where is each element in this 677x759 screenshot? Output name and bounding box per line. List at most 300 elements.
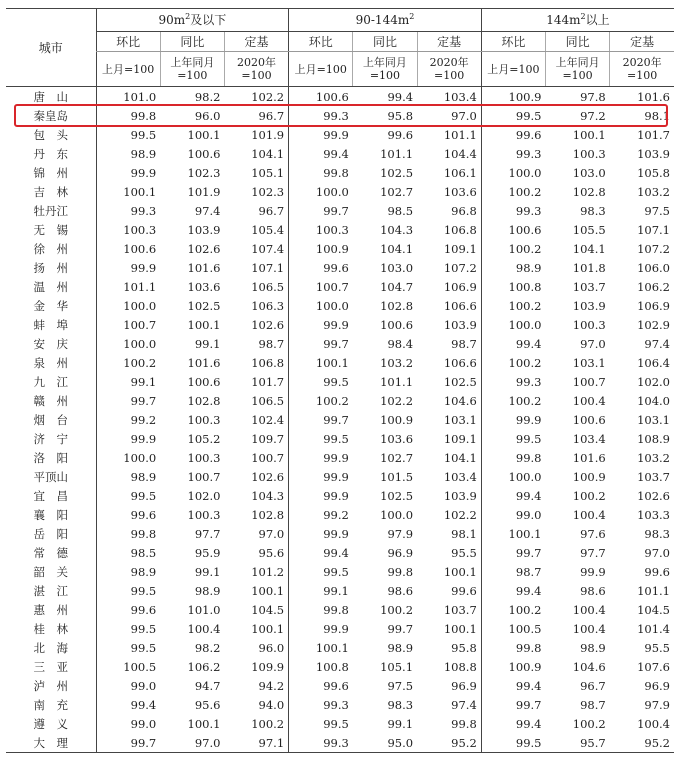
value-cell: 100.0 (96, 334, 160, 353)
value-cell: 100.7 (572, 374, 606, 389)
value-cell: 99.4 (481, 486, 545, 505)
value-cell: 107.1 (637, 222, 670, 237)
city-column-header: 城市 (6, 9, 96, 87)
value-cell: 99.1 (387, 716, 414, 731)
value-cell: 99.6 (481, 125, 545, 144)
value-cell: 103.9 (572, 298, 606, 313)
value-cell: 101.0 (187, 602, 221, 617)
table-row (6, 695, 674, 714)
value-cell: 102.5 (187, 298, 221, 313)
value-cell: 95.7 (545, 733, 609, 753)
value-cell: 103.6 (380, 431, 414, 446)
value-cell: 100.5 (481, 619, 545, 638)
table-row (6, 239, 674, 258)
value-cell: 99.0 (96, 676, 160, 695)
value-cell: 102.8 (380, 298, 414, 313)
value-cell: 99.3 (481, 372, 545, 391)
base-line-2: =100 (369, 69, 401, 82)
city-cell: 大 理 (6, 733, 96, 753)
value-cell: 105.8 (637, 165, 670, 180)
value-cell: 100.6 (187, 374, 221, 389)
value-cell: 102.3 (251, 184, 285, 199)
sub-header-base (610, 52, 674, 87)
value-cell: 99.5 (289, 714, 353, 733)
value-cell: 103.4 (443, 89, 477, 104)
value-cell: 100.8 (289, 657, 353, 676)
value-cell: 105.1 (251, 165, 285, 180)
value-cell: 100.3 (572, 317, 606, 332)
value-cell: 100.3 (187, 507, 221, 522)
value-cell: 98.5 (96, 543, 160, 562)
city-cell: 吉 林 (33, 184, 69, 199)
value-cell: 102.8 (572, 184, 606, 199)
table-row (6, 315, 674, 334)
value-cell: 98.9 (194, 583, 221, 598)
value-cell: 99.3 (289, 106, 353, 125)
value-cell: 100.0 (96, 296, 160, 315)
value-cell: 100.2 (572, 716, 606, 731)
value-cell: 103.2 (380, 355, 414, 370)
value-cell: 96.0 (258, 640, 285, 655)
city-cell: 唐 山 (33, 89, 69, 104)
table-row (6, 448, 674, 467)
value-cell: 102.9 (637, 317, 670, 332)
value-cell: 99.8 (289, 600, 353, 619)
value-cell: 100.4 (572, 621, 606, 636)
value-cell: 97.1 (224, 733, 288, 753)
value-cell: 95.8 (387, 108, 414, 123)
value-cell: 107.2 (443, 260, 477, 275)
value-cell: 101.4 (637, 621, 670, 636)
value-cell: 97.8 (580, 89, 606, 104)
value-cell: 98.5 (387, 203, 414, 218)
value-cell: 99.8 (481, 638, 545, 657)
table-row (6, 714, 674, 733)
base-line-1: 上年同月 (362, 56, 407, 69)
table-row (6, 486, 674, 505)
value-cell: 100.9 (481, 87, 545, 107)
value-cell: 100.3 (187, 412, 221, 427)
value-cell: 106.9 (637, 298, 670, 313)
city-cell: 九 江 (33, 374, 69, 389)
value-cell: 104.7 (380, 279, 414, 294)
value-cell: 100.9 (380, 412, 414, 427)
city-cell: 温 州 (33, 279, 69, 294)
value-cell: 99.9 (96, 258, 160, 277)
value-cell: 99.9 (580, 564, 606, 579)
value-cell: 99.4 (289, 144, 353, 163)
group-area-label: 144m (546, 13, 581, 27)
value-cell: 99.9 (96, 163, 160, 182)
value-cell: 96.0 (194, 108, 221, 123)
value-cell: 100.6 (481, 220, 545, 239)
city-cell: 济 宁 (33, 431, 69, 446)
table-row (6, 125, 674, 144)
value-cell: 97.7 (194, 526, 221, 541)
value-cell: 104.6 (572, 659, 606, 674)
city-cell: 蚌 埠 (33, 317, 69, 332)
value-cell: 101.8 (572, 260, 606, 275)
value-cell: 102.5 (380, 488, 414, 503)
value-cell: 99.7 (481, 695, 545, 714)
value-cell: 98.7 (481, 562, 545, 581)
value-cell: 100.6 (96, 239, 160, 258)
value-cell: 106.5 (251, 279, 285, 294)
value-cell: 106.3 (251, 298, 285, 313)
value-cell: 107.1 (251, 260, 285, 275)
value-cell: 106.9 (443, 279, 477, 294)
city-cell: 平顶山 (33, 469, 69, 484)
value-cell: 99.4 (481, 676, 545, 695)
value-cell: 98.3 (387, 697, 414, 712)
value-cell: 100.7 (251, 450, 285, 465)
group-area-label: 90-144m (355, 13, 410, 27)
city-cell: 徐 州 (33, 241, 69, 256)
value-cell: 97.0 (644, 545, 670, 560)
value-cell: 98.9 (96, 562, 160, 581)
city-cell: 锦 州 (33, 165, 69, 180)
value-cell: 100.4 (637, 716, 670, 731)
value-cell: 99.5 (96, 125, 160, 144)
value-cell: 95.6 (194, 697, 221, 712)
table-row (6, 353, 674, 372)
value-cell: 100.9 (572, 469, 606, 484)
sub-header-base (224, 52, 288, 87)
value-cell: 100.2 (251, 716, 285, 731)
city-cell: 韶 关 (33, 564, 69, 579)
value-cell: 97.4 (451, 697, 477, 712)
table-header (6, 9, 674, 87)
value-cell: 100.0 (380, 507, 414, 522)
value-cell: 106.2 (187, 659, 221, 674)
value-cell: 99.5 (481, 106, 545, 125)
table-row (6, 524, 674, 543)
table-row (6, 600, 674, 619)
base-line-1: 2020年 (429, 56, 469, 69)
city-cell: 惠 州 (33, 602, 69, 617)
value-cell: 100.7 (187, 469, 221, 484)
sub-header-name: 定基 (224, 32, 288, 52)
sub-header-base (96, 52, 160, 87)
value-cell: 100.0 (481, 467, 545, 486)
value-cell: 98.7 (580, 697, 606, 712)
value-cell: 99.6 (644, 564, 670, 579)
sub-header-name: 同比 (353, 32, 417, 52)
value-cell: 106.8 (251, 355, 285, 370)
value-cell: 97.6 (580, 526, 606, 541)
city-cell: 桂 林 (33, 621, 69, 636)
value-cell: 100.2 (481, 296, 545, 315)
value-cell: 95.5 (451, 545, 477, 560)
value-cell: 101.9 (251, 127, 285, 142)
price-index-table (6, 8, 674, 753)
value-cell: 99.7 (289, 410, 353, 429)
value-cell: 103.6 (443, 184, 477, 199)
value-cell: 103.9 (443, 488, 477, 503)
value-cell: 99.6 (96, 505, 160, 524)
group-header-over-144 (481, 9, 674, 32)
value-cell: 99.5 (96, 581, 160, 600)
value-cell: 100.1 (187, 127, 221, 142)
value-cell: 97.5 (644, 203, 670, 218)
value-cell: 99.3 (96, 201, 160, 220)
value-cell: 102.6 (251, 317, 285, 332)
value-cell: 100.6 (187, 146, 221, 161)
value-cell: 97.0 (580, 336, 606, 351)
sub-header-base (289, 52, 353, 87)
value-cell: 99.9 (289, 524, 353, 543)
group-header-under-90 (96, 9, 289, 32)
sub-header-base (481, 52, 545, 87)
value-cell: 99.9 (96, 429, 160, 448)
value-cell: 100.3 (96, 220, 160, 239)
value-cell: 95.6 (258, 545, 285, 560)
value-cell: 98.7 (258, 336, 285, 351)
value-cell: 102.6 (637, 488, 670, 503)
value-cell: 99.7 (387, 621, 414, 636)
table-row (6, 87, 674, 107)
value-cell: 99.6 (387, 127, 414, 142)
group-area-superscript: 2 (409, 12, 415, 21)
value-cell: 100.2 (289, 391, 353, 410)
value-cell: 100.8 (481, 277, 545, 296)
value-cell: 100.5 (96, 657, 160, 676)
value-cell: 98.6 (387, 583, 414, 598)
value-cell: 100.2 (481, 600, 545, 619)
table-row (6, 562, 674, 581)
value-cell: 100.3 (572, 146, 606, 161)
value-cell: 95.8 (451, 640, 477, 655)
group-area-superscript: 2 (185, 12, 191, 21)
value-cell: 100.0 (96, 448, 160, 467)
city-cell: 南 充 (33, 697, 69, 712)
value-cell: 95.9 (194, 545, 221, 560)
value-cell: 104.5 (251, 602, 285, 617)
table-row (6, 277, 674, 296)
value-cell: 101.2 (251, 564, 285, 579)
value-cell: 99.4 (481, 334, 545, 353)
value-cell: 97.9 (387, 526, 414, 541)
table-row (6, 296, 674, 315)
value-cell: 98.2 (194, 89, 221, 104)
value-cell: 102.7 (380, 450, 414, 465)
value-cell: 99.7 (96, 391, 160, 410)
table-row (6, 391, 674, 410)
value-cell: 100.0 (481, 163, 545, 182)
value-cell: 99.5 (481, 429, 545, 448)
value-cell: 100.6 (380, 317, 414, 332)
value-cell: 96.9 (387, 545, 414, 560)
table-row (6, 467, 674, 486)
value-cell: 101.1 (637, 583, 670, 598)
table-row (6, 429, 674, 448)
value-cell: 99.5 (481, 733, 545, 753)
base-line-2: =100 (562, 69, 593, 82)
value-cell: 98.4 (387, 336, 414, 351)
value-cell: 99.4 (481, 714, 545, 733)
city-cell: 襄 阳 (33, 507, 69, 522)
value-cell: 98.9 (580, 640, 606, 655)
value-cell: 95.0 (353, 733, 417, 753)
value-cell: 104.3 (251, 488, 285, 503)
value-cell: 101.5 (380, 469, 414, 484)
sub-header-name: 定基 (610, 32, 674, 52)
value-cell: 100.1 (481, 524, 545, 543)
value-cell: 100.2 (481, 182, 545, 201)
price-index-table-container (6, 8, 674, 753)
value-cell: 99.8 (96, 106, 160, 125)
value-cell: 99.9 (289, 467, 353, 486)
value-cell: 99.5 (96, 486, 160, 505)
table-row (6, 619, 674, 638)
city-cell: 北 海 (33, 640, 69, 655)
value-cell: 98.6 (580, 583, 606, 598)
value-cell: 94.2 (258, 678, 285, 693)
city-cell: 扬 州 (33, 260, 69, 275)
value-cell: 109.9 (251, 659, 285, 674)
group-area-suffix: 及以下 (190, 13, 227, 27)
value-cell: 100.1 (289, 353, 353, 372)
sub-header-name: 同比 (545, 32, 609, 52)
value-cell: 100.6 (289, 87, 353, 107)
value-cell: 103.4 (443, 469, 477, 484)
value-cell: 100.1 (572, 127, 606, 142)
value-cell: 99.0 (481, 505, 545, 524)
value-cell: 99.7 (289, 201, 353, 220)
value-cell: 100.4 (187, 621, 221, 636)
sub-header-name: 环比 (96, 32, 160, 52)
value-cell: 97.7 (580, 545, 606, 560)
value-cell: 97.5 (387, 678, 414, 693)
value-cell: 102.6 (187, 241, 221, 256)
value-cell: 101.6 (187, 260, 221, 275)
value-cell: 99.4 (96, 695, 160, 714)
value-cell: 99.9 (289, 315, 353, 334)
value-cell: 98.3 (580, 203, 606, 218)
value-cell: 99.9 (289, 619, 353, 638)
table-row (6, 201, 674, 220)
value-cell: 103.0 (572, 165, 606, 180)
value-cell: 100.4 (572, 393, 606, 408)
value-cell: 98.9 (387, 640, 414, 655)
value-cell: 106.6 (443, 298, 477, 313)
value-cell: 100.2 (481, 391, 545, 410)
value-cell: 101.0 (96, 87, 160, 107)
value-cell: 102.5 (443, 374, 477, 389)
value-cell: 99.5 (289, 562, 353, 581)
value-cell: 101.1 (96, 277, 160, 296)
sub-header-base (545, 52, 609, 87)
value-cell: 102.8 (251, 507, 285, 522)
city-cell: 金 华 (33, 298, 69, 313)
value-cell: 99.8 (289, 163, 353, 182)
table-row (6, 505, 674, 524)
value-cell: 99.0 (96, 714, 160, 733)
value-cell: 102.2 (443, 507, 477, 522)
value-cell: 100.2 (572, 488, 606, 503)
value-cell: 99.8 (481, 448, 545, 467)
value-cell: 105.1 (380, 659, 414, 674)
group-header-90-144 (289, 9, 482, 32)
value-cell: 98.1 (644, 108, 670, 123)
base-line-1: 上月=100 (102, 62, 155, 76)
value-cell: 99.9 (289, 486, 353, 505)
value-cell: 105.2 (187, 431, 221, 446)
value-cell: 100.6 (572, 412, 606, 427)
sub-header-base (353, 52, 417, 87)
base-line-1: 2020年 (622, 56, 662, 69)
value-cell: 96.7 (258, 108, 285, 123)
sub-header-name: 环比 (481, 32, 545, 52)
value-cell: 99.9 (289, 448, 353, 467)
value-cell: 98.9 (96, 144, 160, 163)
value-cell: 102.0 (187, 488, 221, 503)
value-cell: 101.1 (380, 374, 414, 389)
city-cell: 牡丹江 (33, 203, 69, 218)
value-cell: 107.6 (637, 659, 670, 674)
value-cell: 103.1 (637, 412, 670, 427)
value-cell: 100.1 (289, 638, 353, 657)
city-cell: 安 庆 (33, 336, 69, 351)
value-cell: 99.5 (96, 619, 160, 638)
base-line-1: 2020年 (237, 56, 277, 69)
sub-header-name: 同比 (160, 32, 224, 52)
table-row (6, 258, 674, 277)
city-cell: 湛 江 (33, 583, 69, 598)
value-cell: 108.8 (443, 659, 477, 674)
value-cell: 100.1 (443, 564, 477, 579)
value-cell: 100.0 (289, 296, 353, 315)
value-cell: 102.0 (637, 374, 670, 389)
value-cell: 99.4 (481, 581, 545, 600)
value-cell: 99.1 (289, 581, 353, 600)
value-cell: 100.1 (187, 317, 221, 332)
value-cell: 104.1 (572, 241, 606, 256)
value-cell: 96.9 (451, 678, 477, 693)
table-row (6, 543, 674, 562)
value-cell: 103.9 (187, 222, 221, 237)
value-cell: 99.5 (289, 429, 353, 448)
value-cell: 98.1 (451, 526, 477, 541)
value-cell: 105.5 (572, 222, 606, 237)
value-cell: 99.3 (289, 733, 353, 753)
table-row (6, 144, 674, 163)
base-line-1: 上月=100 (294, 62, 347, 76)
base-line-2: =100 (434, 69, 465, 82)
value-cell: 99.7 (481, 543, 545, 562)
value-cell: 97.0 (451, 108, 477, 123)
table-row (6, 676, 674, 695)
value-cell: 97.0 (258, 526, 285, 541)
value-cell: 99.3 (481, 144, 545, 163)
value-cell: 103.1 (443, 412, 477, 427)
value-cell: 101.6 (187, 355, 221, 370)
value-cell: 103.0 (380, 260, 414, 275)
city-cell: 宜 昌 (33, 488, 69, 503)
city-cell: 常 德 (33, 545, 69, 560)
value-cell: 96.8 (451, 203, 477, 218)
city-cell: 泸 州 (33, 678, 69, 693)
value-cell: 94.0 (258, 697, 285, 712)
value-cell: 104.6 (443, 393, 477, 408)
city-cell: 岳 阳 (33, 526, 69, 541)
value-cell: 100.2 (380, 602, 414, 617)
value-cell: 99.7 (96, 733, 160, 753)
value-cell: 99.1 (194, 564, 221, 579)
table-row (6, 372, 674, 391)
value-cell: 98.7 (451, 336, 477, 351)
value-cell: 104.1 (251, 146, 285, 161)
